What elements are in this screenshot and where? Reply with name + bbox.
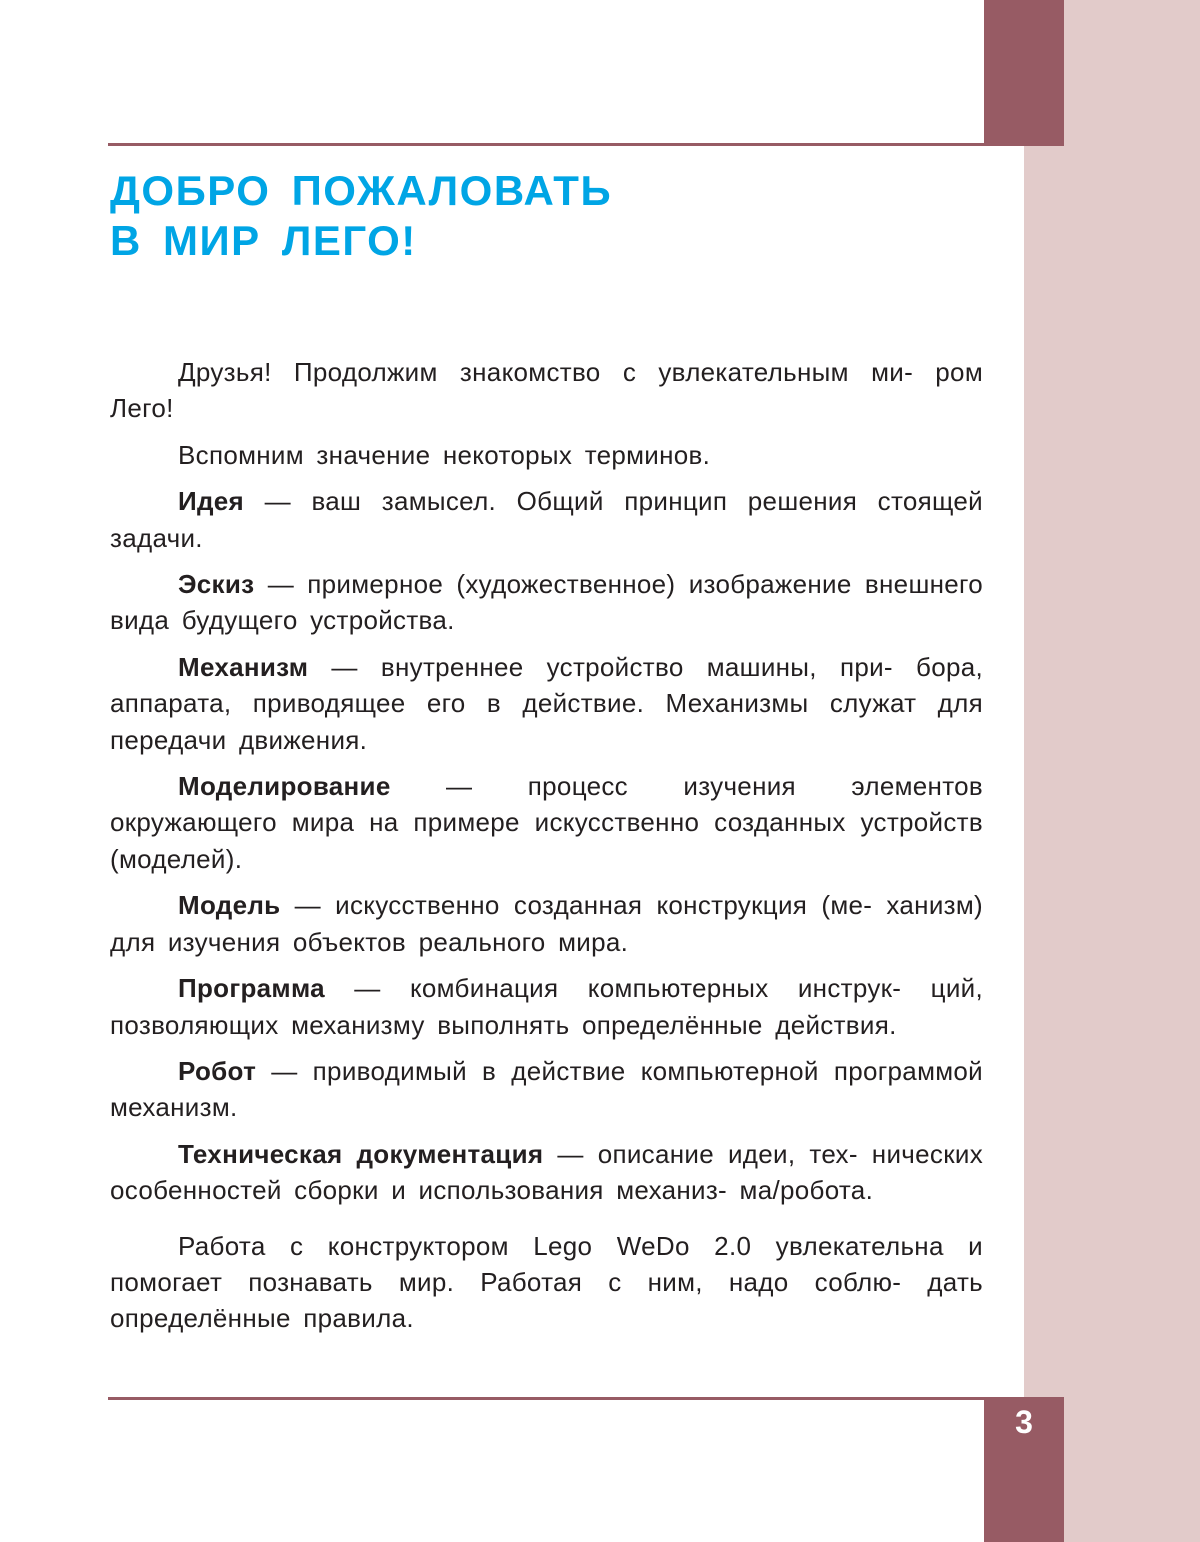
term-definition: — описание идеи, тех- нических особенностей сборки и использования механиз- ма/робота. [110,1138,983,1206]
page-number: 3 [1015,1404,1033,1440]
term-definition: — искусственно созданная конструкция (ме- ханизм) для изучения объектов реального мира. [110,890,983,957]
term-name: Механизм [178,651,309,682]
top-tab [984,0,1064,146]
page-content [110,354,983,1347]
top-rule [108,143,1064,146]
intro-paragraph-1: Друзья! Продолжим знакомство с увлекательным ми- ром Лего! [110,357,983,424]
term-definition: — комбинация компьютерных инструк- ций, позволяющих механизму выполнять определённые действия. [110,973,983,1040]
side-strip [1024,0,1200,1542]
term-definition: — приводимый в действие компьютерной программой механизм. [110,1055,983,1123]
term-name: Моделирование [178,771,391,802]
term-paragraph [110,1136,983,1209]
term-definition: — примерное (художественное) изображение внешнего вида будущего устройства. [110,569,983,636]
term-paragraph [110,649,983,758]
term-paragraph [110,483,983,556]
term-paragraph [110,887,983,960]
term-definition: — ваш замысел. Общий принцип решения стоящей задачи. [110,486,983,553]
term-name: Робот [178,1055,257,1086]
term-name: Модель [178,890,281,921]
term-paragraph [110,970,983,1043]
term-paragraph [110,768,983,877]
page-title [110,166,612,266]
term-paragraph [110,566,983,639]
title-line-2: В МИР ЛЕГО! [110,217,417,264]
intro-paragraph-2: Вспомним значение некоторых терминов. [178,439,711,470]
term-name: Программа [178,973,325,1004]
term-name: Идея [178,486,245,517]
closing-paragraph: Работа с конструктором Lego WeDo 2.0 увлекательна и помогает познавать мир. Работая с ним, надо соблю- дать определённые правила. [110,1230,983,1334]
term-definition: — процесс изучения элементов окружающего мира на примере искусственно созданных устройств (моделей). [110,771,983,874]
title-line-1: ДОБРО ПОЖАЛОВАТЬ [110,167,613,214]
term-name: Эскиз [178,569,255,600]
term-name: Техническая документация [178,1138,544,1169]
term-paragraph [110,1053,983,1126]
term-definition: — внутреннее устройство машины, при- бора, аппарата, приводящее его в действие. Механизмы служат для передачи движения. [110,651,983,755]
bottom-rule [108,1397,1064,1400]
